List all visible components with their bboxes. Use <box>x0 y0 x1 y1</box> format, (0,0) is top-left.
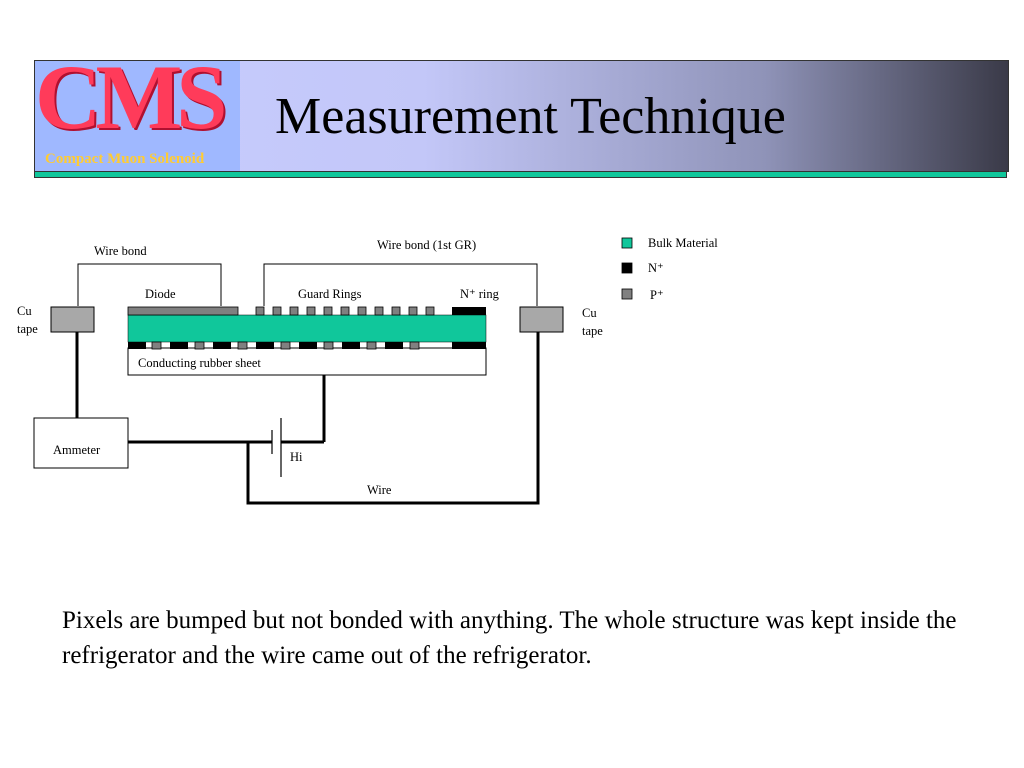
guard-rings <box>256 307 434 315</box>
wire-bond-label: Wire bond <box>94 244 147 258</box>
hi-label: Hi <box>290 450 303 464</box>
diode-implant <box>128 307 238 315</box>
diode-label: Diode <box>145 287 176 301</box>
caption-text: Pixels are bumped but not bonded with anything. The whole structure was kept inside the refrigerator and the wire came out of the refrigerator. <box>62 607 957 669</box>
legend <box>622 236 718 302</box>
rubber-sheet-label: Conducting rubber sheet <box>138 356 261 370</box>
logo-text: CMS <box>35 46 222 148</box>
n-ring-label: N⁺ ring <box>460 287 499 301</box>
bulk-material <box>128 315 486 342</box>
cu-tape-left <box>51 307 94 332</box>
legend-swatch-bulk <box>622 238 632 248</box>
legend-label-n: N⁺ <box>648 261 664 275</box>
logo-subtitle: Compact Muon Solenoid <box>45 151 205 167</box>
cu-tape-right-label-2: tape <box>582 324 603 338</box>
page-title: Measurement Technique <box>275 88 786 145</box>
ammeter-label: Ammeter <box>53 443 101 457</box>
wire-label: Wire <box>367 483 392 497</box>
legend-label-bulk: Bulk Material <box>648 236 718 250</box>
cu-tape-right-label-1: Cu <box>582 306 597 320</box>
guard-rings-label: Guard Rings <box>298 287 362 301</box>
legend-swatch-p <box>622 289 632 299</box>
cu-tape-right <box>520 307 563 332</box>
wire-bond-gr-label: Wire bond (1st GR) <box>377 238 477 252</box>
n-ring <box>452 307 486 315</box>
cu-tape-left-label-2: tape <box>17 322 38 336</box>
cu-tape-left-label-1: Cu <box>17 304 32 318</box>
legend-label-p: P⁺ <box>650 288 664 302</box>
legend-swatch-n <box>622 263 632 273</box>
